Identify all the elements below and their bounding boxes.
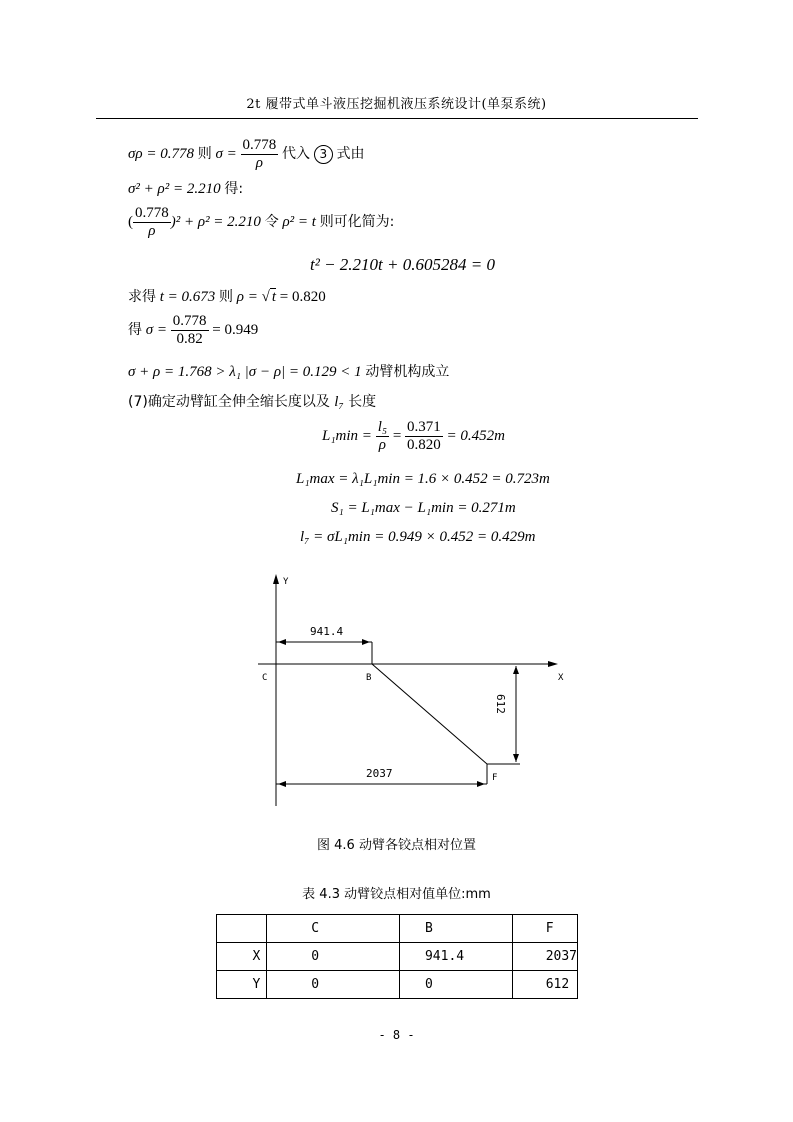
eq1-text: 代入 bbox=[282, 145, 311, 162]
section-heading-tail: 长度 bbox=[348, 394, 377, 410]
eq1-circled-number: 3 bbox=[314, 145, 333, 164]
eq5-sqrt-arg: t bbox=[271, 289, 277, 305]
eq7-expr: σ + ρ = 1.768 > λ₁ |σ − ρ| = 0.129 < 1 bbox=[128, 364, 362, 380]
page-number: - 8 - bbox=[378, 1028, 415, 1042]
table-header-cell: C bbox=[267, 915, 400, 943]
eq2-tail: 得: bbox=[224, 181, 244, 197]
eq6-sigma: σ = bbox=[145, 321, 168, 338]
dim-941-arrow-left-icon bbox=[278, 639, 286, 645]
eq3-open-paren: ( bbox=[128, 213, 133, 230]
table-cell: 0 bbox=[399, 971, 512, 999]
table-cell: 0 bbox=[267, 943, 400, 971]
table-row bbox=[217, 971, 578, 999]
eq6-den: 0.82 bbox=[176, 331, 203, 347]
point-f-label: F bbox=[492, 773, 498, 783]
sqrt-icon: √ bbox=[261, 289, 270, 305]
figure-caption: 图 4.6 动臂各铰点相对位置 bbox=[317, 838, 476, 853]
eq9-den2: 0.820 bbox=[407, 437, 441, 453]
eq3-sub: ρ² = t bbox=[282, 213, 316, 230]
eq5-pre: 求得 bbox=[128, 289, 156, 305]
eq9-num2: 0.371 bbox=[407, 419, 441, 435]
table-header-cell: F bbox=[512, 915, 577, 943]
eq1-tail: 式由 bbox=[336, 145, 365, 162]
table-row bbox=[217, 943, 578, 971]
eq5-then: 则 bbox=[219, 289, 234, 305]
eq5-t: t = 0.673 bbox=[159, 289, 216, 305]
table-cell: 612 bbox=[512, 971, 577, 999]
dim-2037-arrow-right-icon bbox=[477, 781, 485, 787]
eq1-num: 0.778 bbox=[242, 137, 277, 153]
eq6-num: 0.778 bbox=[172, 313, 207, 329]
table-header-cell: B bbox=[399, 915, 512, 943]
eq2-expr: σ² + ρ² = 2.210 bbox=[128, 181, 221, 197]
eq3-tail: 则可化简为: bbox=[319, 213, 395, 230]
eq6-val: = 0.949 bbox=[212, 321, 259, 338]
eq12-expr: l₇ = σL₁min = 0.949 × 0.452 = 0.429m bbox=[300, 529, 536, 545]
eq5-val: = 0.820 bbox=[279, 289, 326, 305]
table-header-row bbox=[217, 915, 578, 943]
eq4-expr: t² − 2.210t + 0.605284 = 0 bbox=[310, 255, 495, 274]
table-cell: 2037 bbox=[512, 943, 577, 971]
eq9-val: = 0.452m bbox=[446, 427, 506, 444]
eq3-num: 0.778 bbox=[135, 205, 169, 221]
eq6-pre: 得 bbox=[128, 321, 142, 338]
section-heading-text: (7)确定动臂缸全伸全缩长度以及 bbox=[128, 394, 330, 410]
eq9-den: ρ bbox=[378, 437, 386, 453]
eq9-lhs: L₁min = bbox=[322, 427, 372, 444]
eq10-expr: L₁max = λ₁L₁min = 1.6 × 0.452 = 0.723m bbox=[296, 471, 550, 487]
eq7-tail: 动臂机构成立 bbox=[365, 364, 450, 380]
dim-941-arrow-right-icon bbox=[362, 639, 370, 645]
eq3-rest: )² + ρ² = 2.210 bbox=[170, 213, 261, 230]
running-header: 2t 履带式单斗液压挖掘机液压系统设计(单泵系统) bbox=[246, 97, 547, 112]
eq1-lhs: σρ = 0.778 bbox=[128, 145, 194, 162]
eq9-num: l₅ bbox=[377, 419, 388, 435]
hinge-coordinates-table bbox=[216, 914, 578, 999]
table-cell: 941.4 bbox=[399, 943, 512, 971]
table-cell: Y bbox=[217, 971, 267, 999]
table-caption: 表 4.3 动臂铰点相对值单位:mm bbox=[302, 887, 491, 902]
eq1-den: ρ bbox=[255, 155, 263, 171]
eq1-then: 则 bbox=[197, 145, 212, 162]
eq3-den: ρ bbox=[148, 223, 156, 239]
dim-612-arrow-bottom-icon bbox=[513, 754, 519, 762]
eq3-ling: 令 bbox=[264, 213, 279, 230]
axis-y-label: Y bbox=[283, 577, 289, 587]
point-c-label: C bbox=[262, 673, 268, 683]
table-cell: X bbox=[217, 943, 267, 971]
boom-link-line bbox=[372, 664, 487, 764]
table-cell: 0 bbox=[267, 971, 400, 999]
eq11-expr: S₁ = L₁max − L₁min = 0.271m bbox=[331, 500, 516, 516]
eq9-eq: = bbox=[392, 427, 402, 444]
dim-612-arrow-top-icon bbox=[513, 666, 519, 674]
x-axis-arrow-icon bbox=[548, 661, 558, 667]
eq1-sigma: σ = bbox=[215, 145, 237, 162]
section-heading-l7: l₇ bbox=[334, 394, 344, 410]
point-b-label: B bbox=[366, 673, 372, 683]
dim-2037-arrow-left-icon bbox=[278, 781, 286, 787]
y-axis-arrow-icon bbox=[273, 574, 279, 584]
dim-941-label: 941.4 bbox=[310, 625, 344, 638]
axis-x-label: X bbox=[558, 673, 564, 683]
dim-2037-label: 2037 bbox=[366, 767, 393, 780]
eq5-rho: ρ = bbox=[236, 289, 258, 305]
dim-612-label: 612 bbox=[494, 694, 507, 714]
table-header-cell bbox=[217, 915, 267, 943]
